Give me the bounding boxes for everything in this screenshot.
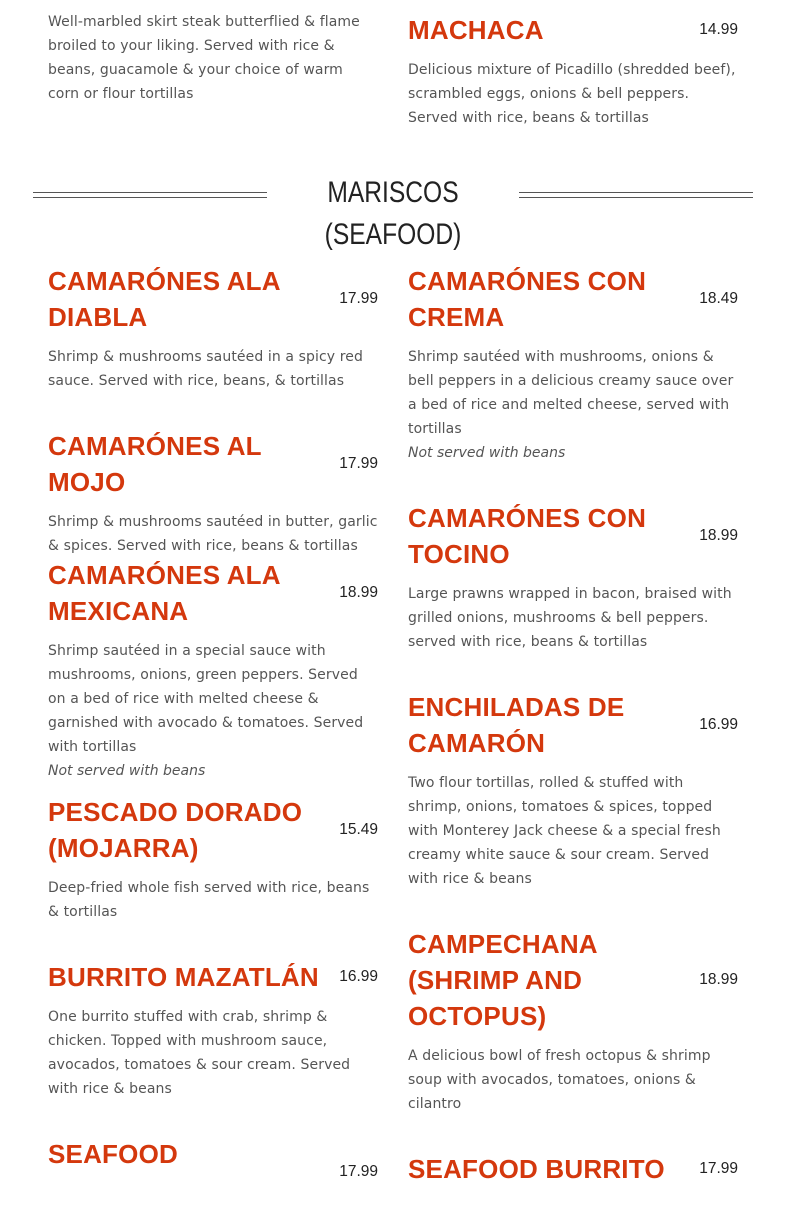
item-title: ENCHILADAS DE CAMARÓN xyxy=(408,692,625,758)
section-heading-mariscos xyxy=(33,172,753,251)
item-description: Shrimp sautéed in a special sauce with mushrooms, onions, green peppers. Served on a bed of rice with melted cheese & garnished with avocado & tomatoes. Served with tortillas xyxy=(48,643,364,755)
menu-item xyxy=(408,263,738,465)
heading-rule-left xyxy=(33,192,267,198)
menu-item-carne-asada xyxy=(48,10,378,106)
item-title: SEAFOOD xyxy=(48,1139,178,1169)
item-price: 18.99 xyxy=(699,971,738,988)
menu-item-machaca xyxy=(408,12,738,130)
item-price: 16.99 xyxy=(699,716,738,733)
menu-item xyxy=(408,1151,738,1187)
item-title: SEAFOOD BURRITO xyxy=(408,1154,665,1184)
menu-item xyxy=(408,926,738,1116)
item-header xyxy=(48,428,378,500)
item-header xyxy=(408,926,738,1034)
item-header xyxy=(48,1136,378,1208)
item-title: CAMARÓNES CON CREMA xyxy=(408,266,647,332)
item-header xyxy=(48,557,378,629)
item-header xyxy=(48,263,378,335)
item-title: MACHACA xyxy=(408,15,544,45)
menu-item xyxy=(408,689,738,891)
item-header xyxy=(48,959,378,995)
item-title: BURRITO MAZATLÁN xyxy=(48,962,319,992)
item-description: Shrimp & mushrooms sautéed in a spicy red sauce. Served with rice, beans, & tortillas xyxy=(48,349,363,389)
item-description: Shrimp & mushrooms sautéed in butter, garlic & spices. Served with rice, beans & tortillas xyxy=(48,514,378,554)
item-title: CAMPECHANA (SHRIMP AND OCTOPUS) xyxy=(408,929,597,1031)
item-description: One burrito stuffed with crab, shrimp & chicken. Topped with mushroom sauce, avocados, tomatoes & sour cream. Served with rice & beans xyxy=(48,1009,351,1097)
menu-item xyxy=(48,1136,378,1208)
item-title: CAMARÓNES AL MOJO xyxy=(48,431,262,497)
item-price: 15.49 xyxy=(339,821,378,838)
item-header xyxy=(408,12,738,48)
item-description: Large prawns wrapped in bacon, braised with grilled onions, mushrooms & bell peppers. served with rice, beans & tortillas xyxy=(408,586,732,650)
item-price: 17.99 xyxy=(699,1160,738,1177)
item-price: 18.99 xyxy=(339,584,378,601)
item-description: Shrimp sautéed with mushrooms, onions & bell peppers in a delicious creamy sauce over a bed of rice and melted cheese, served with tortillas xyxy=(408,349,734,437)
section-title: MARISCOS (SEAFOOD) xyxy=(324,176,462,251)
item-description: Delicious mixture of Picadillo (shredded beef), scrambled eggs, onions & bell peppers. Served with rice, beans & tortillas xyxy=(408,62,736,126)
item-title: CAMARÓNES ALA DIABLA xyxy=(48,266,280,332)
item-header xyxy=(408,1151,738,1187)
item-description: A delicious bowl of fresh octopus & shrimp soup with avocados, tomatoes, onions & cilantro xyxy=(408,1048,711,1112)
menu-item xyxy=(408,500,738,654)
item-title: PESCADO DORADO (MOJARRA) xyxy=(48,797,303,863)
menu-item xyxy=(48,263,378,393)
item-header xyxy=(408,263,738,335)
item-title: CAMARÓNES ALA MEXICANA xyxy=(48,560,280,626)
item-description: Two flour tortillas, rolled & stuffed with shrimp, onions, tomatoes & spices, topped with Monterey Jack cheese & a special fresh creamy white sauce & sour cream. Served with rice & beans xyxy=(408,775,721,887)
item-price: 17.99 xyxy=(339,1163,378,1180)
menu-item xyxy=(48,428,378,558)
item-description: Well-marbled skirt steak butterflied & flame broiled to your liking. Served with rice & beans, guacamole & your choice of warm corn or flour tortillas xyxy=(48,14,360,102)
item-note: Not served with beans xyxy=(408,445,566,461)
item-header xyxy=(408,500,738,572)
item-price: 14.99 xyxy=(699,21,738,38)
item-description: Deep-fried whole fish served with rice, beans & tortillas xyxy=(48,880,370,920)
item-header xyxy=(48,794,378,866)
item-price: 18.49 xyxy=(699,290,738,307)
item-note: Not served with beans xyxy=(48,763,206,779)
item-price: 16.99 xyxy=(339,968,378,985)
item-price: 17.99 xyxy=(339,290,378,307)
item-header xyxy=(408,689,738,761)
item-price: 18.99 xyxy=(699,527,738,544)
menu-item xyxy=(48,557,378,783)
menu-item xyxy=(48,959,378,1101)
item-price: 17.99 xyxy=(339,455,378,472)
menu-item xyxy=(48,794,378,924)
heading-rule-right xyxy=(519,192,753,198)
item-title: CAMARÓNES CON TOCINO xyxy=(408,503,647,569)
